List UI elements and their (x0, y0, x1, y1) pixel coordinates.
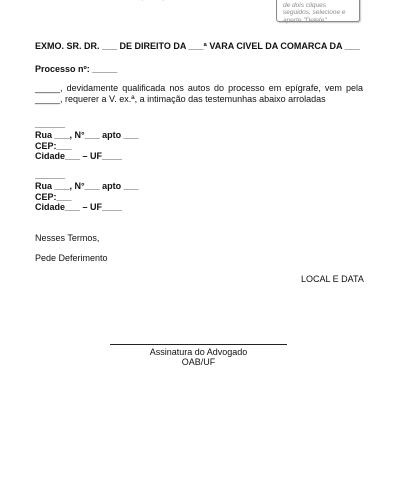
witness-city: Cidade___ – UF____ (35, 202, 123, 212)
process-number: Processo nº: _____ (35, 64, 118, 74)
witness-city: Cidade___ – UF____ (35, 151, 123, 161)
company-logo-placeholder-link[interactable] (128, 0, 262, 1)
signature-line (110, 344, 287, 345)
signature-label: Assinatura do Advogado (149, 347, 248, 357)
witness-street: Rua ___, N°___ apto ___ (35, 130, 139, 140)
instruction-tooltip (276, 0, 360, 22)
closing-terms: Nesses Termos, (35, 233, 100, 243)
local-and-date: LOCAL E DATA (301, 274, 364, 284)
closing-request: Pede Deferimento (35, 253, 108, 263)
witness-cep: CEP:___ (35, 192, 72, 202)
request-paragraph: _____, devidamente qualificada nos autos do processo em epígrafe, vem pela _____, requerer a V. ex.ª, a intimação das testemunhas abaixo arroladas (35, 83, 363, 104)
witness-cep: CEP:___ (35, 141, 72, 151)
witness-name-line: ______ (35, 170, 66, 180)
signature-oab: OAB/UF (181, 357, 216, 367)
witness-street: Rua ___, N°___ apto ___ (35, 181, 139, 191)
addressee-heading: EXMO. SR. DR. ___ DE DIREITO DA ___ª VARA CIVEL DA COMARCA DA ___ (35, 41, 360, 51)
instruction-tooltip-text: de dois cliques seguidos, selecione e aperte "Delete" (283, 1, 346, 24)
witness-name-line: ______ (35, 119, 66, 129)
